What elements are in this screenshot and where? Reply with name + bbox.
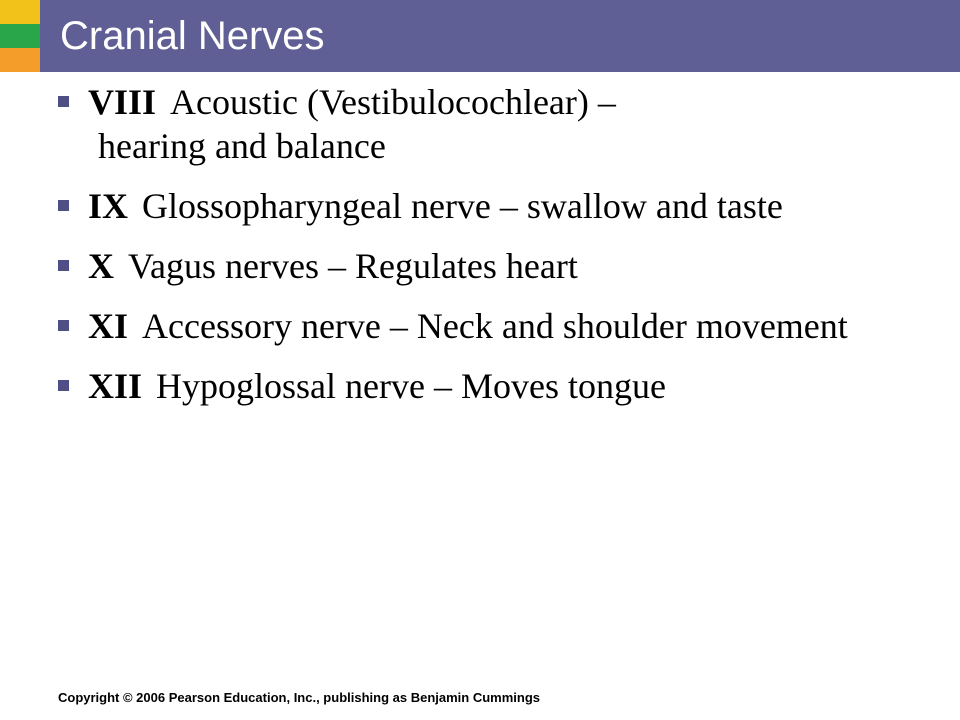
list-item bbox=[58, 244, 918, 288]
square-bullet-icon bbox=[58, 380, 69, 391]
square-bullet-icon bbox=[58, 260, 69, 271]
nerve-numeral: VIII bbox=[88, 82, 157, 122]
list-item bbox=[58, 80, 918, 168]
nerve-description: Acoustic (Vestibulocochlear) – bbox=[170, 82, 616, 122]
nerve-description: Accessory nerve – Neck and shoulder movement bbox=[142, 306, 848, 346]
slide-title: Cranial Nerves bbox=[60, 14, 325, 58]
accent-block-green bbox=[0, 24, 40, 48]
list-item bbox=[58, 304, 918, 348]
copyright-notice: Copyright © 2006 Pearson Education, Inc., publishing as Benjamin Cummings bbox=[58, 690, 540, 705]
nerve-description: Hypoglossal nerve – Moves tongue bbox=[156, 366, 666, 406]
nerve-numeral: XII bbox=[88, 366, 143, 406]
nerve-numeral: X bbox=[88, 246, 114, 286]
nerve-description-continued: hearing and balance bbox=[98, 126, 386, 166]
accent-block-yellow bbox=[0, 0, 40, 24]
list-item bbox=[58, 184, 918, 228]
accent-block-orange bbox=[0, 48, 40, 72]
square-bullet-icon bbox=[58, 96, 69, 107]
bullet-list bbox=[58, 80, 918, 408]
nerve-description: Vagus nerves – Regulates heart bbox=[128, 246, 578, 286]
nerve-numeral: IX bbox=[88, 186, 129, 226]
square-bullet-icon bbox=[58, 320, 69, 331]
list-item bbox=[58, 364, 918, 408]
nerve-numeral: XI bbox=[88, 306, 129, 346]
square-bullet-icon bbox=[58, 200, 69, 211]
nerve-description: Glossopharyngeal nerve – swallow and taste bbox=[142, 186, 783, 226]
